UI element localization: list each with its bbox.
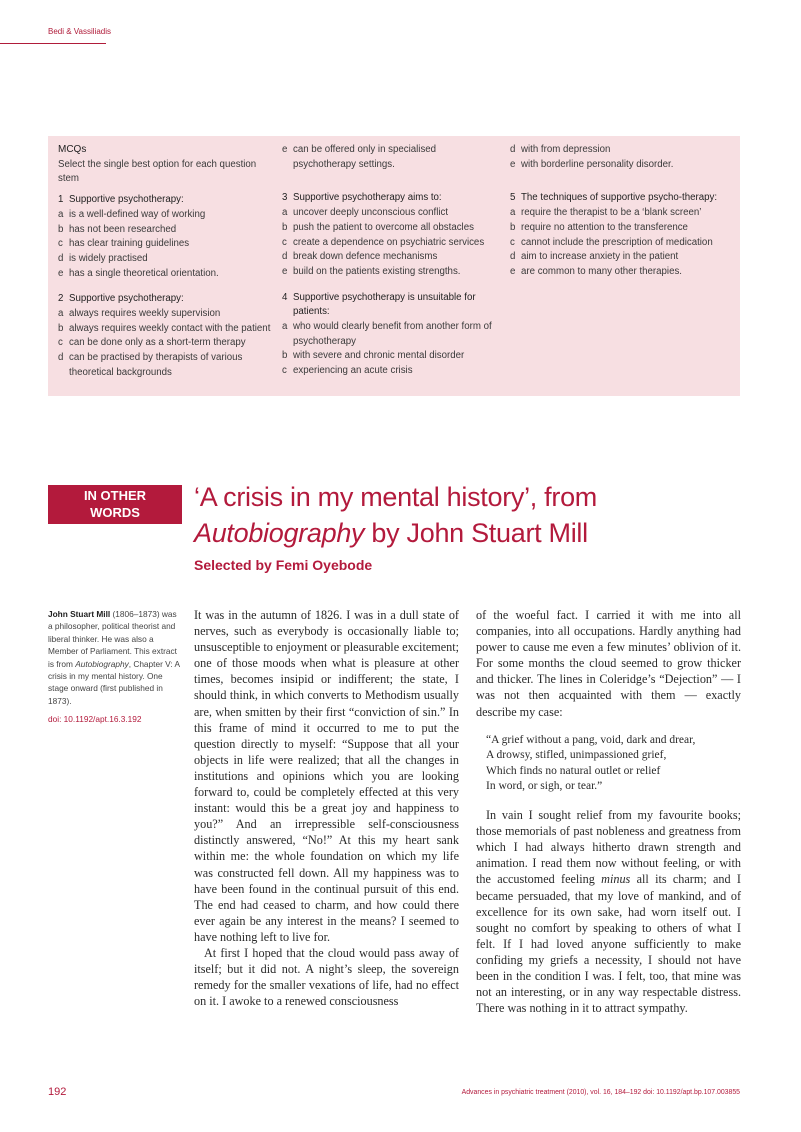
mcq-option-letter: e <box>282 265 288 277</box>
mcq-option-text: can be practised by therapists of various theoretical backgrounds <box>69 352 243 378</box>
article-doi: doi: 10.1192/apt.16.3.192 <box>48 714 142 725</box>
mcq-option-letter: b <box>510 221 516 233</box>
mcq-option-text: create a dependence on psychiatric services <box>293 236 485 248</box>
author-name: John Stuart Mill <box>48 609 111 619</box>
mcq-option-text: cannot include the prescription of medication <box>521 236 713 248</box>
mcq-option <box>58 208 272 223</box>
mcq-option <box>510 143 724 158</box>
mcq-option-text: require the therapist to be a ‘blank screen’ <box>521 207 702 219</box>
mcq-question-number: 2 <box>58 293 64 305</box>
mcq-question-text: Supportive psychotherapy: <box>69 194 184 206</box>
mcq-option-letter: c <box>58 337 63 349</box>
mcq-option <box>58 351 272 380</box>
mcq-option-text: require no attention to the transference <box>521 221 688 233</box>
section-tag-line1: IN OTHER <box>83 488 147 503</box>
mcq-option-letter: b <box>58 223 64 235</box>
mcq-question-number: 5 <box>510 192 516 204</box>
mcq-question-stem <box>510 191 724 206</box>
mcq-option <box>510 265 724 280</box>
mcq-option-letter: d <box>510 251 516 263</box>
mcq-option <box>282 349 496 364</box>
mcq-option-letter: c <box>58 238 63 250</box>
article-title-part2: by John Stuart Mill <box>364 518 588 548</box>
journal-reference: Advances in psychiatric treatment (2010), vol. 16, 184–192 doi: 10.1192/apt.bp.107.003855 <box>461 1089 740 1096</box>
running-head: Bedi & Vassiliadis <box>48 27 111 36</box>
mcq-option <box>510 236 724 251</box>
article-title-italic: Autobiography <box>194 518 365 548</box>
mcq-option-text: always requires weekly contact with the patient <box>69 322 271 334</box>
mcq-option-letter: e <box>510 265 516 277</box>
article-title-part1: ‘A crisis in my mental history’, from <box>194 482 597 512</box>
mcq-question-number: 1 <box>58 194 64 206</box>
mcq-option-letter: a <box>58 308 64 320</box>
mcq-option <box>510 158 724 173</box>
mcq-option-letter: a <box>510 207 516 219</box>
bio-part1: (1806–1873) was a philosopher, political theorist and liberal thinker. He was also a Member of Parliament. This extract is from <box>48 609 177 669</box>
mcq-option <box>282 236 496 251</box>
body-column-1 <box>194 607 459 1009</box>
mcq-option-letter: d <box>58 352 64 364</box>
mcq-option-text: has not been researched <box>69 223 177 235</box>
mcq-option-text: with borderline personality disorder. <box>521 158 674 170</box>
mcq-question-text: The techniques of supportive psycho-therapy: <box>521 192 718 204</box>
mcq-continuation-col2 <box>282 143 496 172</box>
mcq-option-letter: c <box>510 236 515 248</box>
mcq-option-letter: e <box>58 267 64 279</box>
mcq-option-text: break down defence mechanisms <box>293 251 438 263</box>
mcq-question <box>58 292 272 380</box>
body-paragraph-3 <box>476 807 741 1016</box>
mcq-option-text: is a well-defined way of working <box>69 208 206 220</box>
body-paragraph-2-continued: of the woeful fact. I carried it with me into all companies, into all occupations. Hardly anything had power to cause me even a few minutes’ oblivion of it. For some months the cloud seemed to grow thicker and thicker. The lines in Coleridge’s “Dejection” — I was not then acquainted with them — exactly describe my case: <box>476 608 741 719</box>
section-tag-line2: WORDS <box>90 505 140 520</box>
mcq-option-text: with from depression <box>521 144 611 155</box>
mcq-option-letter: d <box>282 251 288 263</box>
mcq-question-number: 4 <box>282 291 288 303</box>
mcq-option <box>282 250 496 265</box>
mcq-option <box>510 250 724 265</box>
mcq-option-letter: b <box>282 350 288 362</box>
poem-line: In word, or sigh, or tear.” <box>486 780 603 793</box>
mcq-option-text: experiencing an acute crisis <box>293 365 413 377</box>
mcq-option-letter: a <box>282 207 288 219</box>
mcq-option <box>282 320 496 349</box>
para3-part1: In vain I sought relief from my favourite books; those memorials of past nobleness and greatness from which I had always hitherto drawn strength and animation. I read them now without feeling, or with the accustomed feeling <box>476 808 741 887</box>
mcq-option <box>58 267 272 282</box>
mcq-option <box>510 221 724 236</box>
mcq-questions-col2 <box>282 191 496 378</box>
mcq-question <box>282 191 496 279</box>
section-tag <box>48 485 182 524</box>
mcq-option-text: has a single theoretical orientation. <box>69 267 219 279</box>
mcq-question-text: Supportive psychotherapy: <box>69 293 184 305</box>
mcq-continuation-col3 <box>510 143 724 172</box>
mcq-question-text: Supportive psychotherapy is unsuitable for patients: <box>293 291 476 318</box>
mcq-option <box>282 206 496 221</box>
para3-italic: minus <box>601 872 631 887</box>
mcq-option-letter: b <box>282 221 288 233</box>
mcq-option <box>58 307 272 322</box>
para3-part2: all its charm; and I became persuaded, that my love of mankind, and of excellence for its own sake, had worn itself out. I sought no comfort by speaking to others of what I felt. If I had loved anyone sufficiently to make confiding my griefs a necessity, I should not have been in the condition I was. I felt, too, that mine was not an interesting, or in any way respectable distress. There was nothing in it to attract sympathy. <box>476 872 741 1016</box>
mcq-option <box>282 364 496 379</box>
mcq-question-text: Supportive psychotherapy aims to: <box>293 192 442 204</box>
mcq-option-text: aim to increase anxiety in the patient <box>521 251 679 263</box>
mcq-question-stem <box>58 292 272 307</box>
mcq-title: MCQs <box>58 144 87 155</box>
mcq-option-text: can be offered only in specialised psychotherapy settings. <box>293 144 437 170</box>
mcq-option <box>282 143 496 172</box>
mcq-option-letter: e <box>282 144 288 155</box>
mcq-intro: Select the single best option for each question stem <box>58 158 257 185</box>
mcq-column-3 <box>502 143 730 396</box>
mcq-option-text: with severe and chronic mental disorder <box>293 350 465 362</box>
mcq-option-letter: e <box>510 158 516 170</box>
mcq-option-text: has clear training guidelines <box>69 238 190 250</box>
mcq-option <box>58 336 272 351</box>
mcq-question-number: 3 <box>282 192 288 204</box>
mcq-option-text: push the patient to overcome all obstacles <box>293 221 474 233</box>
mcq-option-text: build on the patients existing strengths. <box>293 265 461 277</box>
mcq-option-letter: d <box>510 144 516 155</box>
author-sidebar <box>48 608 180 726</box>
mcq-option-text: always requires weekly supervision <box>69 308 221 320</box>
mcq-question <box>58 193 272 281</box>
mcq-option-text: are common to many other therapies. <box>521 265 682 277</box>
selected-by: Selected by Femi Oyebode <box>194 557 373 573</box>
mcq-option <box>58 223 272 238</box>
mcq-box <box>48 136 740 396</box>
mcq-option-letter: c <box>282 365 287 377</box>
mcq-question-stem <box>58 193 272 208</box>
mcq-option-letter: b <box>58 322 64 334</box>
body-paragraph-2: At first I hoped that the cloud would pass away of itself; but it did not. A night’s sleep, the sovereign remedy for the smaller vexations of life, had no effect on it. I awoke to a renewed consciousness <box>194 945 459 1009</box>
mcq-question-stem <box>282 191 496 206</box>
mcq-column-2 <box>278 143 502 396</box>
page-number: 192 <box>48 1086 67 1098</box>
mcq-option-text: is widely practised <box>69 252 148 264</box>
mcq-option-letter: c <box>282 236 287 248</box>
mcq-option <box>282 265 496 280</box>
mcq-option-text: uncover deeply unconscious conflict <box>293 207 449 219</box>
mcq-question <box>510 191 724 279</box>
mcq-option-letter: d <box>58 252 64 264</box>
author-bio <box>48 608 180 707</box>
mcq-option <box>58 252 272 267</box>
mcq-option-text: can be done only as a short-term therapy <box>69 337 246 349</box>
header-rule <box>0 43 106 44</box>
mcq-option-letter: a <box>282 321 288 333</box>
poem-line: Which finds no natural outlet or relief <box>486 764 661 777</box>
bio-part2: , Chapter V: A crisis in my mental history. One stage onward (first published in 1873). <box>48 658 180 706</box>
mcq-option-letter: a <box>58 208 64 220</box>
mcq-option-text: who would clearly benefit from another form of psychotherapy <box>293 321 492 347</box>
mcq-question-stem <box>282 291 496 320</box>
mcq-option <box>282 221 496 236</box>
mcq-questions-col3 <box>510 191 724 279</box>
poem-quote <box>486 733 741 795</box>
mcq-option <box>58 237 272 252</box>
poem-line: “A grief without a pang, void, dark and drear, <box>486 733 696 746</box>
mcq-question <box>282 291 496 379</box>
poem-line: A drowsy, stifled, unimpassioned grief, <box>486 749 667 762</box>
mcq-option <box>58 322 272 337</box>
mcq-column-1 <box>58 143 278 396</box>
body-paragraph-1: It was in the autumn of 1826. I was in a dull state of nerves, such as everybody is occasionally liable to; unsusceptible to enjoyment or pleasurable excitement; one of those moods when what is pleasure at other times, becomes insipid or indifferent; the state, I should think, in which converts to Methodism usually are, when smitten by their first “conviction of sin.” In this frame of mind it occurred to me to put the question directly to myself: “Suppose that all your objects in life were realized; that all the changes in institutions and opinions which you are looking forward to, could be completely effected at this very instant: would this be a great joy and happiness to you?” And an irrepressible self-consciousness distinctly answered, “No!” At this my heart sank within me: the whole foundation on which my life was constructed fell down. All my happiness was to have been found in the continual pursuit of this end. The end had ceased to charm, and how could there ever again be any interest in the means? I seemed to have nothing left to live for. <box>194 608 459 944</box>
article-title <box>194 479 754 551</box>
mcq-questions-col1 <box>58 193 272 380</box>
mcq-option <box>510 206 724 221</box>
body-column-2 <box>476 607 741 1016</box>
bio-italic: Autobiography <box>75 658 129 669</box>
